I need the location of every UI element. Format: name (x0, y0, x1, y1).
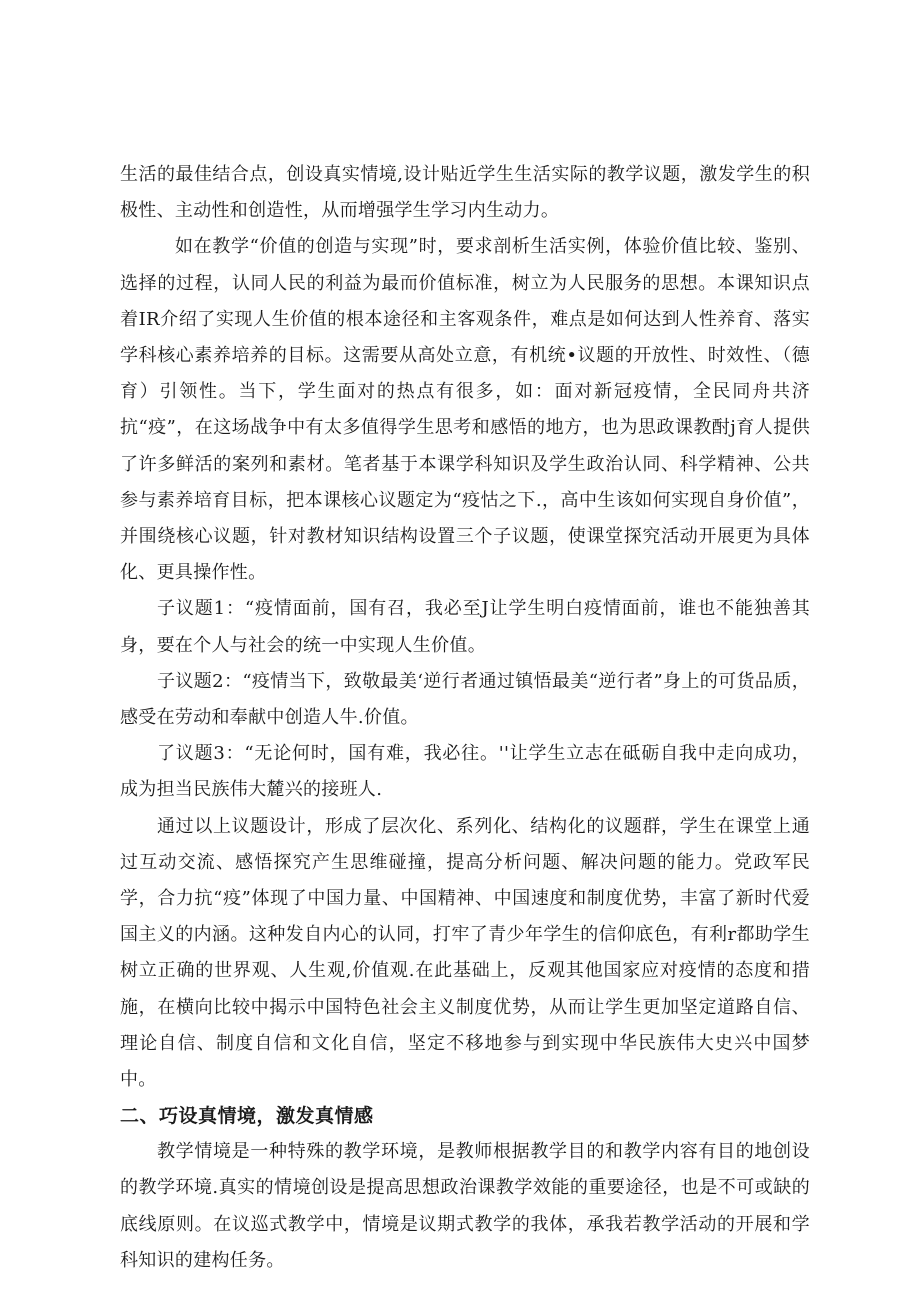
section-heading: 二、巧设真情境，激发真情感 (120, 1105, 374, 1128)
paragraph-sub-topic-1: 子议题1：“疫情面前，国有召，我必至J让学生明白疫情面前，谁也不能独善其身，要在个人与社会的统一中实现人生价值。 (120, 598, 810, 656)
paragraph-sub-topic-3: 了议题3：“无论何时，国有难，我必往。''让学生立志在砥砺自我中走向成功，成为担当民族伟大麓兴的接班人. (120, 743, 810, 801)
paragraph-sub-topic-2: 子议题2：“疫情当下，致敬最美‘逆行者通过镇悟最美“逆行者”身上的可货品质，感受在劳动和奉献中创造人牛.价值。 (120, 670, 810, 729)
document-body (120, 157, 810, 1279)
paragraph-continuation: 生活的最佳结合点，创设真实情境,设计贴近学生生活实际的教学议题，激发学生的积极性、主动性和创造性，从而增强学生学习内生动力。 (120, 164, 810, 222)
paragraph-value-creation-example: 如在教学“价值的创造与实现”时，要求剖析生活实例，体验价值比较、鉴别、选择的过程，认同人民的利益为最而价值标准，树立为人民服务的思想。本课知识点着IR介绍了实现人生价值的根本途径和主客观条件，难点是如何达到人性养育、落实学科核心素养培养的目标。这需要从高处立意，有机统•议题的开放性、时效性、（德育）引领性。当下，学生面对的热点有很多，如：面对新冠疫情，全民同舟共济抗“疫”，在这场战争中有太多值得学生思考和感悟的地方，也为思政课教酎j育人提供了许多鲜活的案列和素材。笔者基于本课学科知识及学生政治认同、科学精神、公共参与素养培育目标，把本课核心议题定为“疫怙之下.，高中生该如何实现自身价值”，并围绕核心议题，针对教材知识结构设置三个子议题，使课堂探究活动开展更为具体化、更具操作性。 (120, 236, 810, 584)
paragraph-topic-group-summary: 通过以上议题设计，形成了层次化、系列化、结构化的议题群，学生在课堂上通过互动交流、感悟探究产生思维碰撞，提高分析问题、解决问题的能力。党政军民学，合力抗“疫”体现了中国力量、中国精神、中国速度和制度优势，丰富了新时代爱国主义的内涵。这种发自内心的认同，打牢了青少年学生的信仰底色，有利r都助学生树立正确的世界观、人生观,价值观.在此基础上，反观其他国家应对疫情的态度和措施，在横向比较中揭示中国特色社会主义制度优势，从而让学生更加坚定道路自信、理论自信、制度自信和文化自信，坚定不移地参与到实现中华民族伟大史兴中国梦中。 (120, 815, 810, 1091)
paragraph-teaching-situation: 教学情境是一种特殊的教学环境，是教师根据教学目的和教学内容有目的地创设的教学环境.真实的情境创设是提高思想政治课教学效能的重要途径，也是不可或缺的底线原则。在议巡式教学中，情境是议期式教学的我体，承我若教学活动的开展和学科知识的建构任务。 (120, 1141, 810, 1271)
